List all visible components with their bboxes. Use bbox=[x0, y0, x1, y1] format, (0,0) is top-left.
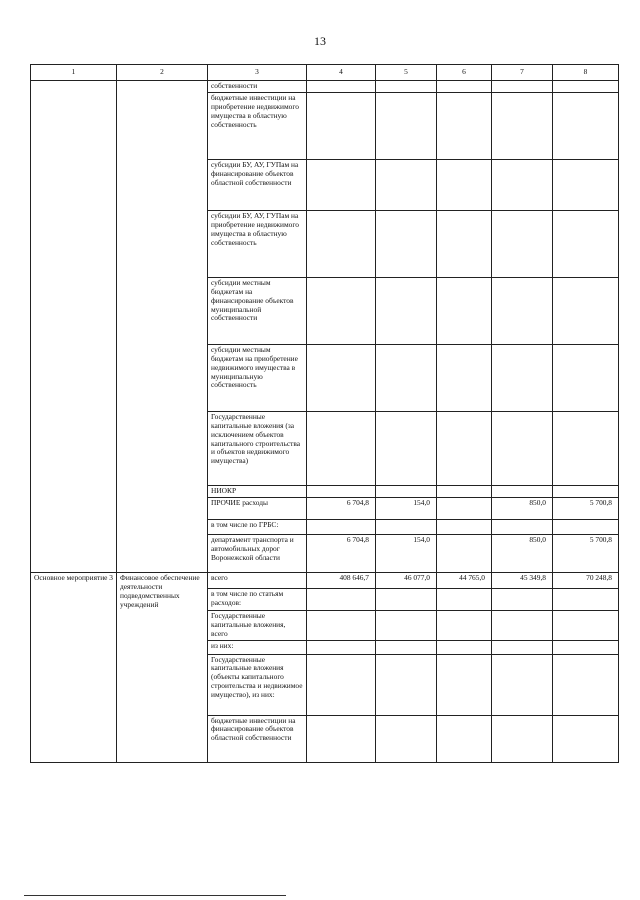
value-cell bbox=[307, 715, 376, 762]
header-cell: 3 bbox=[208, 65, 307, 81]
page-number: 13 bbox=[314, 34, 326, 48]
value-cell: 45 349,8 bbox=[492, 572, 553, 588]
value-cell bbox=[307, 640, 376, 654]
value-cell bbox=[307, 92, 376, 159]
continued-cell-col2 bbox=[117, 81, 208, 573]
value-cell bbox=[492, 715, 553, 762]
value-cell: 154,0 bbox=[376, 534, 437, 572]
value-cell bbox=[437, 81, 492, 93]
value-cell bbox=[437, 715, 492, 762]
value-cell bbox=[553, 210, 619, 277]
value-cell bbox=[437, 497, 492, 519]
value-cell bbox=[492, 159, 553, 210]
value-cell bbox=[437, 519, 492, 534]
budget-table bbox=[30, 64, 619, 763]
value-cell bbox=[307, 210, 376, 277]
header-cell: 1 bbox=[31, 65, 117, 81]
value-cell: 5 700,8 bbox=[553, 497, 619, 519]
row-label: ПРОЧИЕ расходы bbox=[208, 497, 307, 519]
value-cell bbox=[492, 411, 553, 485]
value-cell bbox=[553, 640, 619, 654]
row-label: субсидии БУ, АУ, ГУПам на приобретение недвижимого имущества в областную собственность bbox=[208, 210, 307, 277]
value-cell bbox=[437, 610, 492, 640]
value-cell bbox=[307, 654, 376, 715]
value-cell bbox=[307, 485, 376, 497]
value-cell bbox=[492, 92, 553, 159]
footnote-divider bbox=[24, 895, 286, 896]
value-cell bbox=[437, 485, 492, 497]
continued-cell-col1 bbox=[31, 81, 117, 573]
row-label: Государственные капитальные вложения (за исключением объектов капитального строительства и объектов недвижимого имущества) bbox=[208, 411, 307, 485]
value-cell bbox=[492, 640, 553, 654]
value-cell bbox=[307, 610, 376, 640]
value-cell bbox=[376, 411, 437, 485]
value-cell bbox=[376, 344, 437, 411]
row-label: из них: bbox=[208, 640, 307, 654]
value-cell bbox=[492, 277, 553, 344]
row-label: собственности bbox=[208, 81, 307, 93]
value-cell bbox=[307, 588, 376, 610]
value-cell: 154,0 bbox=[376, 497, 437, 519]
row-label: НИОКР bbox=[208, 485, 307, 497]
header-row bbox=[31, 65, 619, 81]
value-cell bbox=[553, 519, 619, 534]
value-cell bbox=[492, 654, 553, 715]
value-cell bbox=[492, 588, 553, 610]
value-cell bbox=[437, 640, 492, 654]
value-cell bbox=[553, 715, 619, 762]
table-row bbox=[31, 572, 619, 588]
value-cell: 6 704,8 bbox=[307, 497, 376, 519]
value-cell bbox=[492, 210, 553, 277]
value-cell bbox=[437, 344, 492, 411]
value-cell bbox=[553, 654, 619, 715]
value-cell bbox=[437, 654, 492, 715]
row-label: субсидии местным бюджетам на финансирование объектов муниципальной собственности bbox=[208, 277, 307, 344]
value-cell bbox=[437, 159, 492, 210]
header-cell: 2 bbox=[117, 65, 208, 81]
header-cell: 5 bbox=[376, 65, 437, 81]
value-cell bbox=[553, 344, 619, 411]
value-cell: 408 646,7 bbox=[307, 572, 376, 588]
row-label: субсидии БУ, АУ, ГУПам на финансирование объектов областной собственности bbox=[208, 159, 307, 210]
value-cell bbox=[553, 485, 619, 497]
value-cell bbox=[437, 534, 492, 572]
value-cell bbox=[492, 344, 553, 411]
value-cell bbox=[307, 519, 376, 534]
value-cell bbox=[376, 81, 437, 93]
value-cell: 46 077,0 bbox=[376, 572, 437, 588]
value-cell bbox=[553, 277, 619, 344]
value-cell: 70 248,8 bbox=[553, 572, 619, 588]
value-cell bbox=[492, 610, 553, 640]
value-cell bbox=[376, 588, 437, 610]
value-cell bbox=[376, 610, 437, 640]
value-cell bbox=[492, 485, 553, 497]
row-label: Государственные капитальные вложения, всего bbox=[208, 610, 307, 640]
value-cell bbox=[553, 159, 619, 210]
header-cell: 6 bbox=[437, 65, 492, 81]
value-cell: 5 700,8 bbox=[553, 534, 619, 572]
value-cell bbox=[376, 277, 437, 344]
value-cell bbox=[307, 81, 376, 93]
activity-description: Финансовое обеспечение деятельности подведомственных учреждений bbox=[117, 572, 208, 762]
value-cell bbox=[437, 210, 492, 277]
header-cell: 8 bbox=[553, 65, 619, 81]
value-cell bbox=[492, 81, 553, 93]
value-cell bbox=[437, 92, 492, 159]
value-cell: 850,0 bbox=[492, 497, 553, 519]
value-cell bbox=[437, 588, 492, 610]
header-cell: 4 bbox=[307, 65, 376, 81]
value-cell bbox=[307, 159, 376, 210]
value-cell bbox=[376, 485, 437, 497]
value-cell bbox=[492, 519, 553, 534]
value-cell: 850,0 bbox=[492, 534, 553, 572]
value-cell bbox=[376, 715, 437, 762]
row-label: всего bbox=[208, 572, 307, 588]
value-cell bbox=[307, 411, 376, 485]
value-cell bbox=[376, 640, 437, 654]
value-cell bbox=[376, 654, 437, 715]
value-cell: 6 704,8 bbox=[307, 534, 376, 572]
value-cell bbox=[437, 411, 492, 485]
row-label: бюджетные инвестиции на приобретение недвижимого имущества в областную собственность bbox=[208, 92, 307, 159]
value-cell bbox=[553, 92, 619, 159]
activity-name: Основное мероприятие 3 bbox=[31, 572, 117, 762]
value-cell bbox=[307, 344, 376, 411]
value-cell bbox=[376, 92, 437, 159]
row-label: субсидии местным бюджетам на приобретение недвижимого имущества в муниципальную собственность bbox=[208, 344, 307, 411]
value-cell bbox=[553, 411, 619, 485]
row-label: в том числе по ГРБС: bbox=[208, 519, 307, 534]
value-cell bbox=[553, 81, 619, 93]
value-cell bbox=[307, 277, 376, 344]
value-cell bbox=[553, 588, 619, 610]
value-cell bbox=[553, 610, 619, 640]
row-label: департамент транспорта и автомобильных дорог Воронежской области bbox=[208, 534, 307, 572]
row-label: Государственные капитальные вложения (объекты капитального строительства и недвижимое имущество), из них: bbox=[208, 654, 307, 715]
value-cell bbox=[376, 210, 437, 277]
value-cell bbox=[376, 159, 437, 210]
row-label: бюджетные инвестиции на финансирование объектов областной собственности bbox=[208, 715, 307, 762]
value-cell: 44 765,0 bbox=[437, 572, 492, 588]
value-cell bbox=[376, 519, 437, 534]
table-row bbox=[31, 81, 619, 93]
header-cell: 7 bbox=[492, 65, 553, 81]
row-label: в том числе по статьям расходов: bbox=[208, 588, 307, 610]
value-cell bbox=[437, 277, 492, 344]
